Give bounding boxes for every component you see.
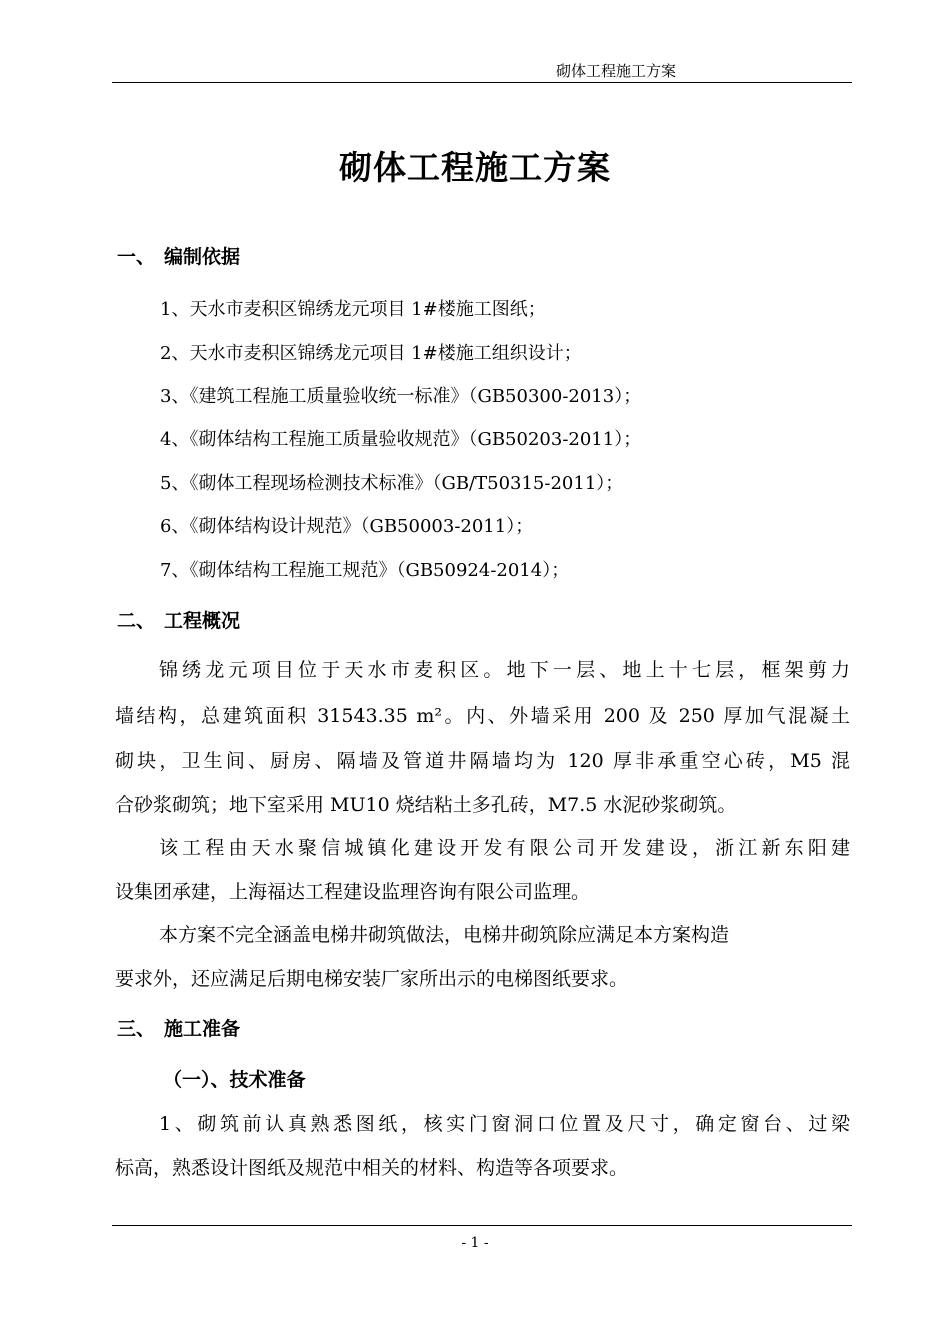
reference-item: 1、天水市麦积区锦绣龙元项目 1#楼施工图纸；: [160, 299, 546, 320]
paragraph-line: 标高，熟悉设计图纸及规范中相关的材料、构造等各项要求。: [115, 1157, 629, 1179]
paragraph-line: 该工程由天水聚信城镇化建设开发有限公司开发建设，浙江新东阳建: [159, 837, 850, 859]
reference-item: 6、《砌体结构设计规范》（GB50003-2011）；: [160, 516, 534, 537]
reference-item: 4、《砌体结构工程施工质量验收规范》（GB50203-2011）；: [160, 429, 642, 450]
running-header: 砌体工程施工方案: [556, 62, 677, 80]
reference-item: 3、《建筑工程施工质量验收统一标准》（GB50300-2013）；: [160, 386, 642, 407]
subsection-heading: （一）、技术准备: [163, 1069, 306, 1091]
paragraph-line: 要求外，还应满足后期电梯安装厂家所出示的电梯图纸要求。: [115, 968, 629, 990]
footer-rule: [112, 1225, 852, 1226]
section-heading-1: [117, 242, 240, 269]
reference-item: 7、《砌体结构工程施工规范》（GB50924-2014）；: [160, 560, 570, 581]
header-rule: [112, 82, 852, 83]
section-title: 工程概况: [164, 610, 241, 632]
section-number: 二、: [117, 610, 156, 632]
paragraph-line: 合砂浆砌筑；地下室采用 MU10 烧结粘土多孔砖，M7.5 水泥砂浆砌筑。: [115, 794, 737, 816]
paragraph-line: 锦绣龙元项目位于天水市麦积区。地下一层、地上十七层，框架剪力: [159, 659, 850, 681]
paragraph-line: 墙结构，总建筑面积 31543.35 m²。内、外墙采用 200 及 250 厚加气混凝土: [115, 705, 850, 727]
section-heading-2: [117, 606, 240, 633]
paragraph-line: 1、砌筑前认真熟悉图纸，核实门窗洞口位置及尺寸，确定窗台、过梁: [159, 1113, 850, 1135]
section-title: 编制依据: [164, 246, 241, 268]
reference-item: 5、《砌体工程现场检测技术标准》（GB/T50315-2011）；: [160, 473, 624, 494]
paragraph-line: 设集团承建，上海福达工程建设监理咨询有限公司监理。: [115, 881, 591, 903]
section-title: 施工准备: [164, 1018, 241, 1040]
section-heading-3: [117, 1014, 240, 1041]
section-number: 三、: [117, 1018, 156, 1040]
document-title: 砌体工程施工方案: [339, 148, 611, 187]
paragraph-line: 本方案不完全涵盖电梯井砌筑做法，电梯井砌筑除应满足本方案构造: [159, 924, 730, 946]
section-number: 一、: [117, 246, 156, 268]
reference-item: 2、天水市麦积区锦绣龙元项目 1#楼施工组织设计；: [160, 343, 582, 364]
page-number: - 1 -: [461, 1235, 489, 1251]
paragraph-line: 砌块，卫生间、厨房、隔墙及管道井隔墙均为 120 厚非承重空心砖，M5 混: [115, 750, 850, 772]
